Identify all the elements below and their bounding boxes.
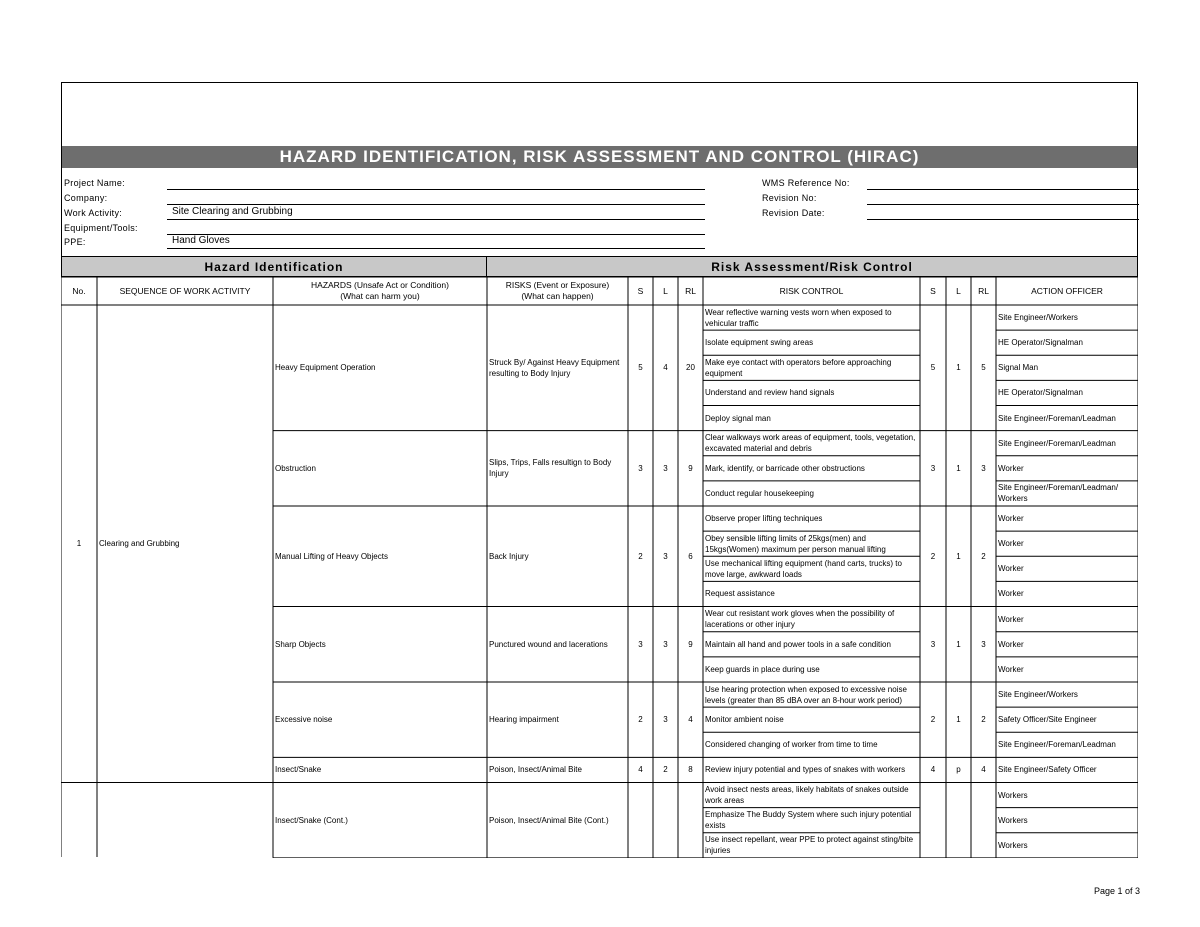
work-activity-label: Work Activity: <box>64 208 123 218</box>
column-header-rl2: RL <box>978 285 989 296</box>
risk-level-cell: 9 <box>688 463 693 473</box>
likelihood-cell: 3 <box>663 639 668 649</box>
residual-severity-cell: 4 <box>930 765 936 775</box>
ppe-value: Hand Gloves <box>172 235 230 246</box>
action-officer-cell: Worker <box>998 589 1024 599</box>
residual-likelihood-cell: 1 <box>956 363 961 373</box>
risk-cell: Poison, Insect/Animal Bite (Cont.) <box>489 815 609 825</box>
risk-cell: Back Injury <box>489 551 529 561</box>
severity-cell: 3 <box>638 639 643 649</box>
residual-severity-cell: 2 <box>930 551 936 561</box>
risk-control-cell: Wear cut resistant work gloves when the possibility of lacerations or other injury <box>705 609 895 630</box>
risk-control-cell: Conduct regular housekeeping <box>705 488 814 498</box>
risk-control-cell: Considered changing of worker from time to time <box>705 740 878 750</box>
risk-level-cell <box>680 782 701 857</box>
residual-severity-cell: 3 <box>930 463 936 473</box>
risk-level-cell: 9 <box>688 639 693 649</box>
risk-cell: Punctured wound and lacerations <box>489 639 608 649</box>
column-header-rl: RL <box>685 285 696 296</box>
action-officer-cell: Site Engineer/Foreman/Leadman <box>998 438 1116 448</box>
hazard-cell: Heavy Equipment Operation <box>275 363 376 373</box>
company-label: Company: <box>64 193 108 203</box>
risk-control-cell: Keep guards in place during use <box>705 664 820 674</box>
risk-control-cell: Avoid insect nests areas, likely habitats of snakes outside work areas <box>705 785 909 806</box>
residual-risk-level-cell: 2 <box>981 715 986 725</box>
action-officer-cell: Workers <box>998 790 1028 800</box>
work-activity-value: Site Clearing and Grubbing <box>172 206 293 217</box>
risk-control-cell: Observe proper lifting techniques <box>705 514 823 524</box>
severity-cell: 2 <box>638 715 643 725</box>
risk-level-cell: 4 <box>688 715 693 725</box>
risk-control-cell: Obey sensible lifting limits of 25kgs(men) and 15kgs(Women) maximum per person manual lifting <box>705 533 886 554</box>
likelihood-cell: 4 <box>663 363 668 373</box>
action-officer-cell: Site Engineer/Workers <box>998 313 1078 323</box>
column-header-officer: ACTION OFFICER <box>1031 285 1103 296</box>
risk-assessment-heading: Risk Assessment/Risk Control <box>486 256 1138 277</box>
action-officer-cell: Worker <box>998 539 1024 549</box>
residual-likelihood-cell: p <box>956 765 961 775</box>
hirac-sheet <box>61 82 1138 858</box>
action-officer-cell: Workers <box>998 815 1028 825</box>
risk-control-cell: Deploy signal man <box>705 413 771 423</box>
page-number: Page 1 of 3 <box>1094 886 1141 896</box>
column-header-no: No. <box>72 285 86 296</box>
column-header-risks: RISKS (Event or Exposure) (What can happen) <box>505 280 610 301</box>
risk-control-cell: Mark, identify, or barricade other obstructions <box>705 463 865 473</box>
residual-risk-level-cell: 5 <box>981 363 986 373</box>
action-officer-cell: Site Engineer/Safety Officer <box>998 765 1097 775</box>
wms-reference-label: WMS Reference No: <box>762 178 850 188</box>
risk-control-cell: Use mechanical lifting equipment (hand carts, trucks) to move large, awkward loads <box>705 558 902 579</box>
document-title: HAZARD IDENTIFICATION, RISK ASSESSMENT AND CONTROL (HIRAC) <box>61 146 1138 168</box>
residual-likelihood-cell: 1 <box>956 639 961 649</box>
residual-risk-level-cell: 2 <box>981 551 986 561</box>
ppe-label: PPE: <box>64 237 86 247</box>
column-header-l: L <box>663 285 668 296</box>
risk-control-cell: Maintain all hand and power tools in a safe condition <box>705 639 891 649</box>
risk-level-cell: 8 <box>688 765 693 775</box>
severity-cell <box>630 782 651 857</box>
risk-control-cell: Wear reflective warning vests worn when exposed to vehicular traffic <box>705 307 892 328</box>
likelihood-cell: 3 <box>663 463 668 473</box>
column-header-control: RISK CONTROL <box>779 285 844 296</box>
residual-risk-level-cell: 3 <box>981 463 986 473</box>
risk-cell: Hearing impairment <box>489 715 559 725</box>
hazard-cell: Sharp Objects <box>275 639 326 649</box>
risk-control-cell: Make eye contact with operators before approaching equipment <box>705 357 892 378</box>
residual-risk-level-cell: 3 <box>981 639 986 649</box>
hazard-cell: Obstruction <box>275 463 316 473</box>
action-officer-cell: Worker <box>998 564 1024 574</box>
risk-control-cell: Understand and review hand signals <box>705 388 835 398</box>
action-officer-cell: Worker <box>998 614 1024 624</box>
risk-control-cell: Use insect repellant, wear PPE to protect against sting/bite injuries <box>705 835 914 856</box>
hazard-cell: Excessive noise <box>275 715 333 725</box>
risk-control-cell: Use hearing protection when exposed to excessive noise levels (greater than 85 dBA over an 8-hour work period) <box>705 684 907 705</box>
residual-likelihood-cell <box>948 782 969 857</box>
activity-number-cell: 1 <box>76 539 82 549</box>
residual-severity-cell: 2 <box>930 715 936 725</box>
action-officer-cell: Worker <box>998 664 1024 674</box>
hazard-identification-heading: Hazard Identification <box>61 256 487 277</box>
likelihood-cell: 2 <box>663 765 668 775</box>
revision-no-label: Revision No: <box>762 193 817 203</box>
severity-cell: 5 <box>638 363 643 373</box>
severity-cell: 3 <box>638 463 643 473</box>
action-officer-cell: HE Operator/Signalman <box>998 338 1083 348</box>
activity-sequence-cell: Clearing and Grubbing <box>99 539 180 549</box>
action-officer-cell: Signal Man <box>998 363 1039 373</box>
equipment-tools-label: Equipment/Tools: <box>64 223 138 233</box>
risk-cell: Slips, Trips, Falls resultign to Body Injury <box>489 458 612 479</box>
column-header-s: S <box>637 285 644 296</box>
residual-severity-cell: 5 <box>930 363 936 373</box>
action-officer-cell: Worker <box>998 463 1024 473</box>
risk-control-cell: Emphasize The Buddy System where such injury potential exists <box>705 810 912 831</box>
residual-risk-level-cell: 4 <box>981 765 986 775</box>
residual-severity-cell: 3 <box>930 639 936 649</box>
risk-level-cell: 6 <box>688 551 693 561</box>
severity-cell: 2 <box>638 551 643 561</box>
residual-likelihood-cell: 1 <box>956 551 961 561</box>
action-officer-cell: Site Engineer/Workers <box>998 690 1078 699</box>
action-officer-cell: Worker <box>998 639 1024 649</box>
residual-likelihood-cell: 1 <box>956 715 961 725</box>
risk-cell: Struck By/ Against Heavy Equipment resulting to Body Injury <box>489 357 620 378</box>
action-officer-cell: Safety Officer/Site Engineer <box>998 715 1097 725</box>
residual-severity-cell <box>922 782 944 857</box>
risk-control-cell: Isolate equipment swing areas <box>705 338 814 348</box>
risk-control-cell: Monitor ambient noise <box>705 715 784 725</box>
column-header-sequence: SEQUENCE OF WORK ACTIVITY <box>119 285 251 296</box>
column-header-l2: L <box>956 285 961 296</box>
hazard-cell: Insect/Snake <box>275 765 322 775</box>
column-header-hazards: HAZARDS (Unsafe Act or Condition) (What can harm you) <box>311 280 449 301</box>
action-officer-cell: Site Engineer/Foreman/Leadman <box>998 740 1116 750</box>
action-officer-cell: Workers <box>998 840 1028 850</box>
hazard-cell: Insect/Snake (Cont.) <box>275 815 348 825</box>
column-header-s2: S <box>930 285 936 296</box>
action-officer-cell: Site Engineer/Foreman/Leadman/ Workers <box>998 483 1119 504</box>
risk-cell: Poison, Insect/Animal Bite <box>489 765 582 775</box>
project-name-label: Project Name: <box>64 178 125 188</box>
likelihood-cell: 3 <box>663 715 668 725</box>
action-officer-cell: HE Operator/Signalman <box>998 388 1083 398</box>
risk-control-cell: Request assistance <box>705 589 775 599</box>
risk-control-cell: Clear walkways work areas of equipment, tools, vegetation, excavated material and debris <box>705 433 916 454</box>
likelihood-cell: 3 <box>663 551 668 561</box>
severity-cell: 4 <box>638 765 643 775</box>
risk-control-cell: Review injury potential and types of snakes with workers <box>705 765 906 775</box>
residual-risk-level-cell <box>973 782 994 857</box>
risk-level-cell: 20 <box>686 363 695 373</box>
hazard-cell: Manual Lifting of Heavy Objects <box>275 551 388 561</box>
likelihood-cell <box>655 782 676 857</box>
residual-likelihood-cell: 1 <box>956 463 961 473</box>
action-officer-cell: Worker <box>998 514 1024 524</box>
revision-date-label: Revision Date: <box>762 208 825 218</box>
action-officer-cell: Site Engineer/Foreman/Leadman <box>998 413 1116 423</box>
